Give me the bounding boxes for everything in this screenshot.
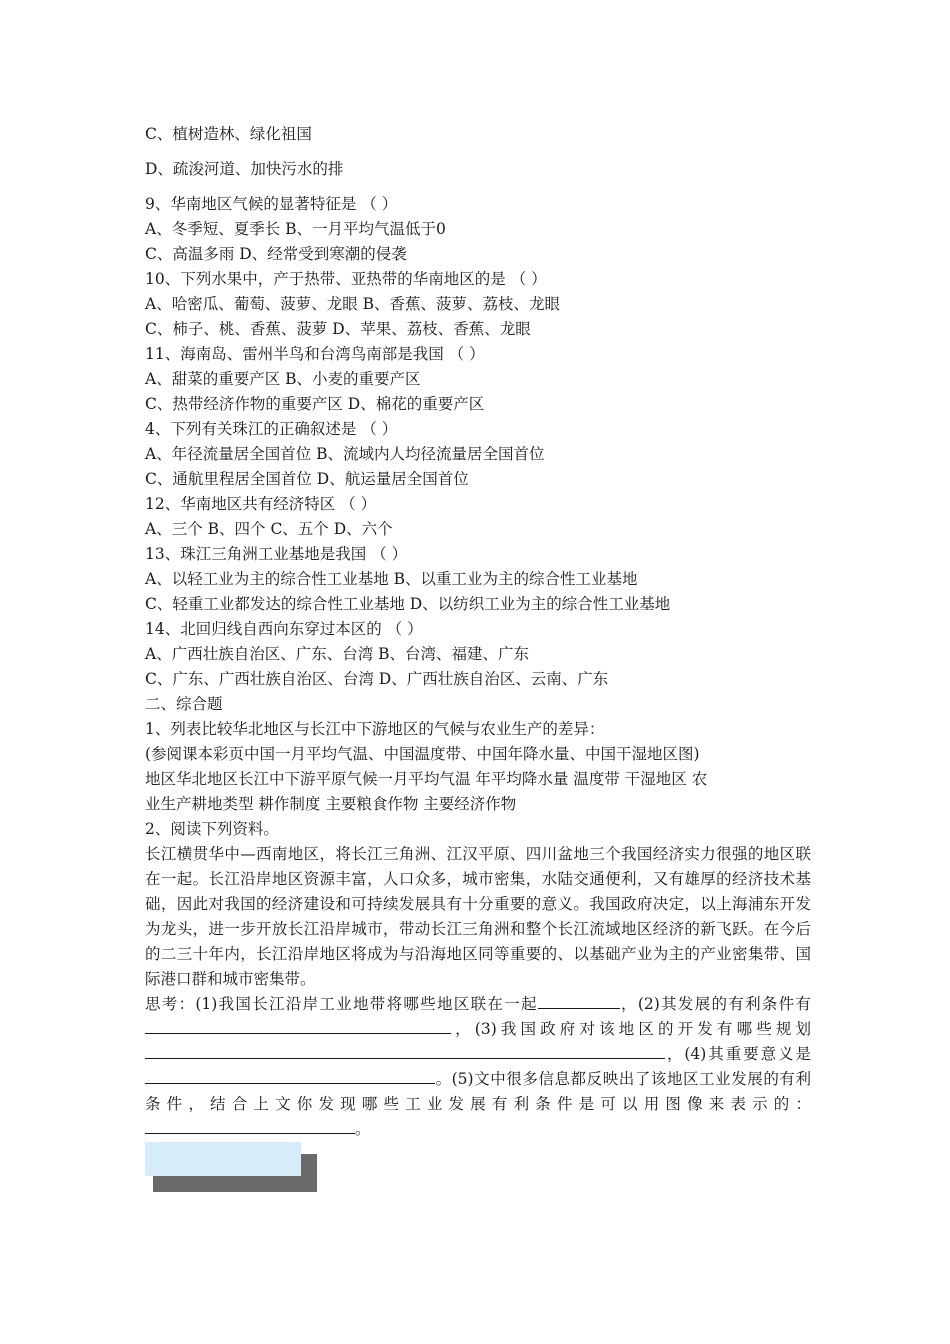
document-page [145,122,811,1142]
option-line: A、三个 B、四个 C、五个 D、六个 [145,520,393,538]
comprehensive-question-1: 1、列表比较华北地区与长江中下游地区的气候与农业生产的差异： [145,720,605,738]
light-blue-box [145,1142,301,1176]
option-line: C、热带经济作物的重要产区 D、棉花的重要产区 [145,395,485,413]
think-part-4: ，(4)其重要意义是 [665,1045,811,1063]
option-line: A、甜菜的重要产区 B、小麦的重要产区 [145,370,421,388]
table-headers-line: 业生产耕地类型 耕作制度 主要粮食作物 主要经济作物 [145,795,517,813]
option-line: A、年径流量居全国首位 B、流域内人均径流量居全国首位 [145,445,545,463]
answer-blank[interactable] [538,992,620,1009]
question-13: 13、珠江三角洲工业基地是我国 （ ） [145,545,408,563]
question-12: 12、华南地区共有经济特区 （ ） [145,495,377,513]
think-part-5: 。(5)文中很多信息都反映出了该地区工业发展的有利条件，结合上文你发现哪些工业发展有利条件是可以用图像来表示的： [145,1070,811,1113]
option-line: C、柿子、桃、香蕉、菠萝 D、苹果、荔枝、香蕉、龙眼 [145,320,531,338]
question-14: 14、北回归线自西向东穿过本区的 （ ） [145,620,423,638]
think-questions [145,992,811,1142]
answer-blank[interactable] [145,1067,435,1084]
section-heading: 二、综合题 [145,695,223,713]
option-line: A、哈密瓜、葡萄、菠萝、龙眼 B、香蕉、菠萝、荔枝、龙眼 [145,295,561,313]
option-line: A、广西壮族自治区、广东、台湾 B、台湾、福建、广东 [145,645,530,663]
think-part-3: ，(3)我国政府对该地区的开发有哪些规划 [451,1020,811,1038]
comprehensive-question-2: 2、阅读下列资料。 [145,820,279,838]
think-part-1: 思考：(1)我国长江沿岸工业地带将哪些地区联在一起 [145,995,538,1013]
answer-blank[interactable] [145,1117,355,1134]
option-line: C、通航里程居全国首位 D、航运量居全国首位 [145,470,469,488]
option-line: C、高温多雨 D、经常受到寒潮的侵袭 [145,245,407,263]
reference-note: (参阅课本彩页中国一月平均气温、中国温度带、中国年降水量、中国干湿地区图) [145,745,700,763]
think-part-2: ，(2)其发展的有利条件有 [619,995,811,1013]
question-10: 10、下列水果中，产于热带、亚热带的华南地区的是 （ ） [145,270,547,288]
reading-passage: 长江横贯华中—西南地区，将长江三角洲、江汉平原、四川盆地三个我国经济实力很强的地区联在一起。长江沿岸地区资源丰富，人口众多，城市密集，水陆交通便利，又有雄厚的经济技术基础，因此对我国的经济建设和可持续发展具有十分重要的意义。我国政府决定，以上海浦东开发为龙头，进一步开放长江沿岸城市，带动长江三角洲和整个长江流域地区经济的新飞跃。在今后的二三十年内，长江沿岸地区将成为与沿海地区同等重要的、以基础产业为主的产业密集带、国际港口群和城市密集带。 [145,845,811,988]
option-line: C、植树造林、绿化祖国 [145,125,312,143]
option-line: C、广东、广西壮族自治区、台湾 D、广西壮族自治区、云南、广东 [145,670,609,688]
answer-blank[interactable] [145,1017,451,1034]
option-line: C、轻重工业都发达的综合性工业基地 D、以纺织工业为主的综合性工业基地 [145,595,671,613]
question-4: 4、下列有关珠江的正确叙述是 （ ） [145,420,398,438]
question-9: 9、华南地区气候的显著特征是 （ ） [145,195,398,213]
option-line: A、以轻工业为主的综合性工业基地 B、以重工业为主的综合性工业基地 [145,570,638,588]
decorative-shadow-box [145,1142,317,1192]
option-line: A、冬季短、夏季长 B、一月平均气温低于0 [145,220,446,238]
question-11: 11、海南岛、雷州半鸟和台湾鸟南部是我国 （ ） [145,345,485,363]
think-part-6: 。 [355,1120,371,1138]
table-headers-line: 地区华北地区长江中下游平原气候一月平均气温 年平均降水量 温度带 干湿地区 农 [145,770,708,788]
option-line: D、疏浚河道、加快污水的排 [145,160,344,178]
answer-blank[interactable] [145,1042,665,1059]
